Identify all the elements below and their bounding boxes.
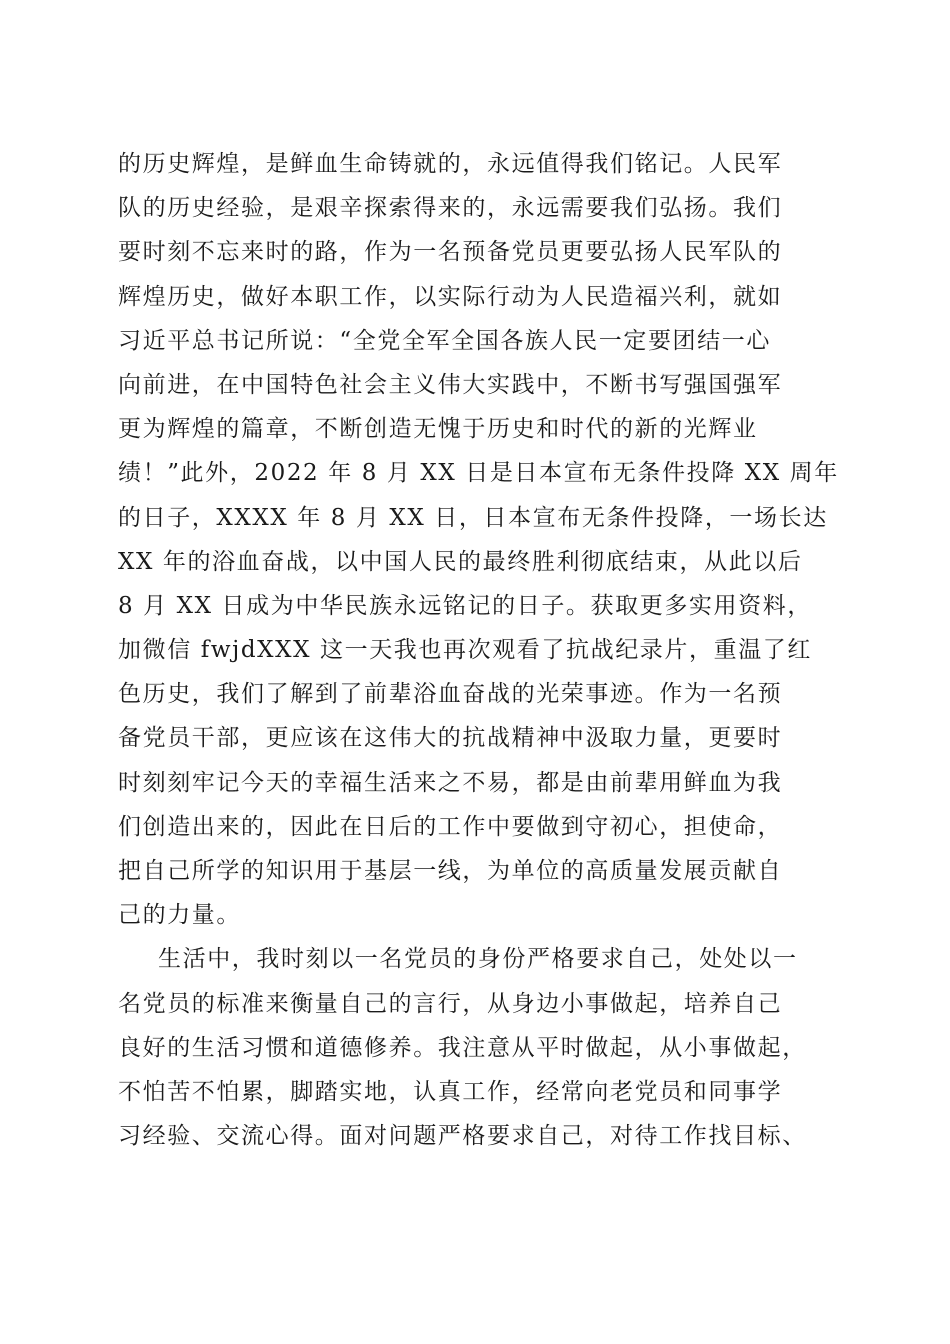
text-line: 向前进，在中国特色社会主义伟大实践中，不断书写强国强军 <box>118 371 783 398</box>
text-line: 时刻刻牢记今天的幸福生活来之不易，都是由前辈用鲜血为我 <box>118 769 783 796</box>
text-line: 的日子，XXXX 年 8 月 XX 日，日本宣布无条件投降，一场长达 <box>118 504 828 531</box>
text-line: 要时刻不忘来时的路，作为一名预备党员更要弘扬人民军队的 <box>118 239 783 266</box>
text-line: 加微信 fwjdXXX 这一天我也再次观看了抗战纪录片，重温了红 <box>118 637 812 664</box>
text-line: 不怕苦不怕累，脚踏实地，认真工作，经常向老党员和同事学 <box>118 1078 783 1105</box>
document-body <box>118 142 858 1158</box>
text-line: 更为辉煌的篇章，不断创造无愧于历史和时代的新的光辉业 <box>118 416 758 443</box>
text-line: 备党员干部，更应该在这伟大的抗战精神中汲取力量，更要时 <box>118 725 783 752</box>
paragraph-1 <box>118 142 858 937</box>
text-line: 辉煌历史，做好本职工作，以实际行动为人民造福兴利，就如 <box>118 283 783 310</box>
text-line: XX 年的浴血奋战，以中国人民的最终胜利彻底结束，从此以后 <box>118 548 803 575</box>
paragraph-2 <box>118 937 858 1158</box>
text-line: 队的历史经验，是艰辛探索得来的，永远需要我们弘扬。我们 <box>118 195 783 222</box>
text-line: 己的力量。 <box>118 902 241 929</box>
text-line: 8 月 XX 日成为中华民族永远铭记的日子。获取更多实用资料， <box>118 592 812 619</box>
text-line: 名党员的标准来衡量自己的言行，从身边小事做起，培养自己 <box>118 990 783 1017</box>
text-line: 生活中，我时刻以一名党员的身份严格要求自己，处处以一 <box>158 946 798 973</box>
text-line: 习近平总书记所说：“全党全军全国各族人民一定要团结一心 <box>118 327 771 354</box>
text-line: 习经验、交流心得。面对问题严格要求自己，对待工作找目标、 <box>118 1123 807 1150</box>
text-line: 绩！”此外，2022 年 8 月 XX 日是日本宣布无条件投降 XX 周年 <box>118 460 839 487</box>
text-line: 的历史辉煌，是鲜血生命铸就的，永远值得我们铭记。人民军 <box>118 151 783 177</box>
text-line: 良好的生活习惯和道德修养。我注意从平时做起，从小事做起， <box>118 1034 807 1061</box>
text-line: 色历史，我们了解到了前辈浴血奋战的光荣事迹。作为一名预 <box>118 681 783 708</box>
text-line: 把自己所学的知识用于基层一线，为单位的高质量发展贡献自 <box>118 858 783 884</box>
text-line: 们创造出来的，因此在日后的工作中要做到守初心，担使命， <box>118 813 783 840</box>
